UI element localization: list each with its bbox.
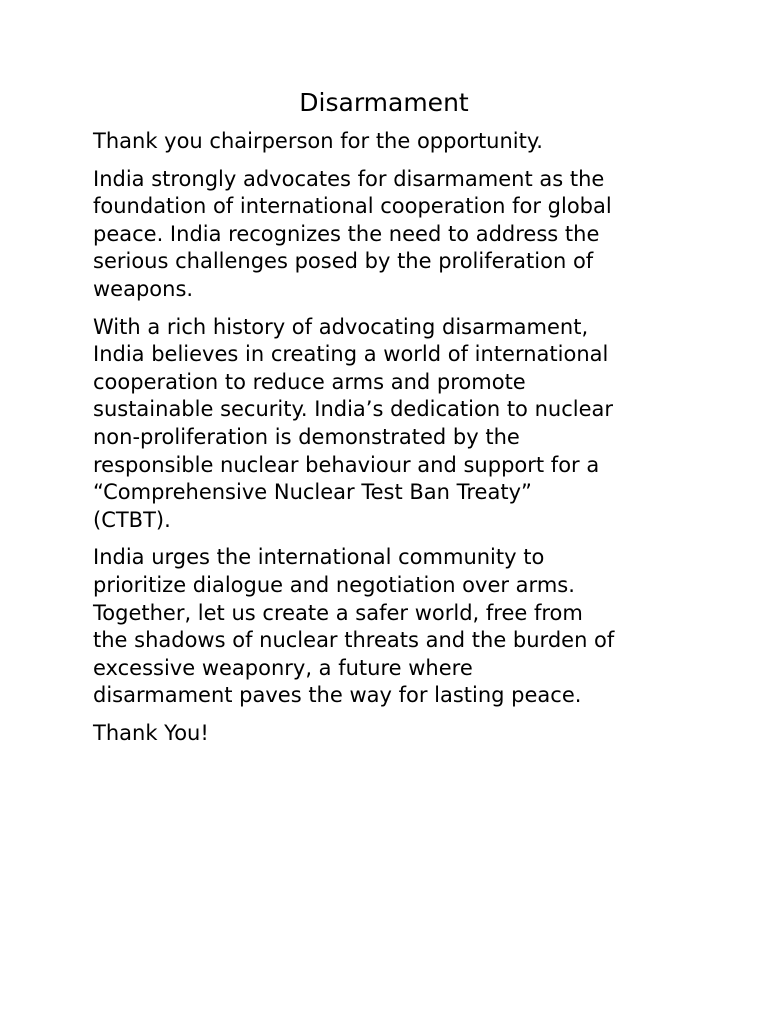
paragraph-advocacy [93, 166, 683, 304]
text-line: (CTBT). [93, 507, 171, 532]
text-line: non-proliferation is demonstrated by the [93, 424, 520, 449]
text-line: prioritize dialogue and negotiation over arms. [93, 572, 575, 597]
text-line: India believes in creating a world of international [93, 342, 609, 367]
document-body [93, 128, 683, 757]
text-line: disarmament paves the way for lasting peace. [93, 683, 582, 708]
paragraph-closing [93, 720, 683, 748]
paragraph-history [93, 314, 683, 535]
text-line: cooperation to reduce arms and promote [93, 369, 526, 394]
text-line: responsible nuclear behaviour and support for a [93, 452, 600, 477]
text-line: With a rich history of advocating disarmament, [93, 314, 589, 339]
document-title: Disarmament [299, 88, 469, 117]
paragraph-opening [93, 128, 683, 156]
text-line: foundation of international cooperation for global [93, 194, 612, 219]
text-line: “Comprehensive Nuclear Test Ban Treaty” [93, 480, 532, 505]
text-line: weapons. [93, 276, 194, 301]
text-line: the shadows of nuclear threats and the burden of [93, 628, 615, 653]
text-line: peace. India recognizes the need to address the [93, 221, 600, 246]
text-line: India urges the international community to [93, 545, 545, 570]
text-line: serious challenges posed by the proliferation of [93, 249, 594, 274]
text-line: Together, let us create a safer world, free from [93, 600, 583, 625]
text-line: Thank You! [93, 720, 209, 745]
text-line: sustainable security. India’s dedication to nuclear [93, 397, 614, 422]
text-line: India strongly advocates for disarmament as the [93, 166, 605, 191]
text-line: excessive weaponry, a future where [93, 655, 473, 680]
paragraph-appeal [93, 544, 683, 710]
text-line: Thank you chairperson for the opportunity. [93, 129, 543, 153]
